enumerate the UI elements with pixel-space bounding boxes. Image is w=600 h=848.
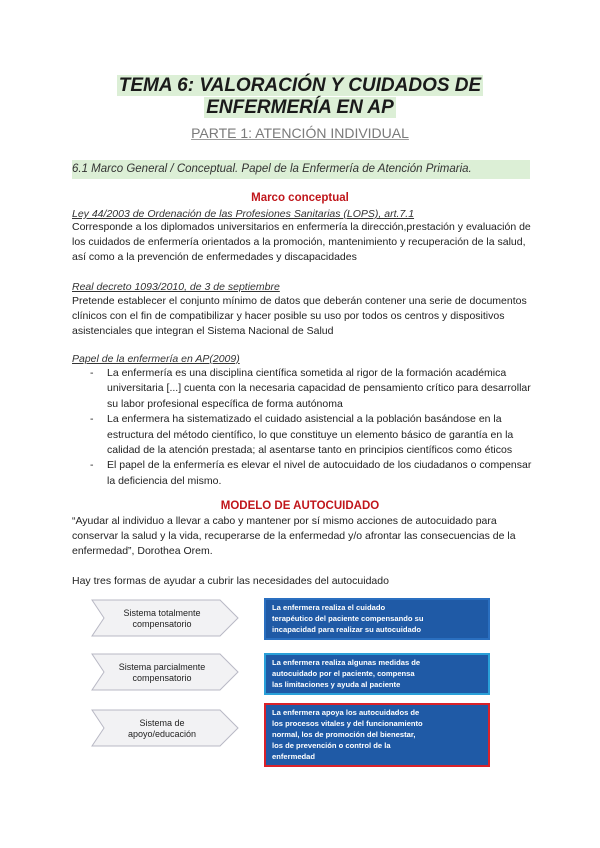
law-2-text: Pretende establecer el conjunto mínimo de datos que deberán contener una serie de documentos clínicos con el fin de compatibilizar y hacer posible su uso por todos os centros y dispositivos asistenciales que integran el Sistema Nacional de Salud bbox=[72, 295, 527, 338]
box-text-1c: incapacidad para realizar su autocuidado bbox=[272, 625, 421, 634]
box-text-3a: La enfermera apoya los autocuidados de bbox=[272, 708, 420, 717]
arrow-label-1b: compensatorio bbox=[132, 619, 192, 629]
law-1-heading: Ley 44/2003 de Ordenación de las Profesiones Sanitarias (LOPS), art.7.1 bbox=[72, 208, 415, 220]
autocuidado-diagram bbox=[88, 594, 498, 772]
box-text-1b: terapéutico del paciente compensando su bbox=[272, 614, 424, 623]
law-2-heading: Real decreto 1093/2010, de 3 de septiembre bbox=[72, 281, 280, 293]
title-line-2: ENFERMERÍA EN AP bbox=[206, 97, 394, 118]
modelo-autocuidado-heading: MODELO DE AUTOCUIDADO bbox=[220, 500, 380, 512]
box-text-2c: las limitaciones y ayuda al paciente bbox=[272, 680, 401, 689]
box-text-3d: los de prevención o control de la bbox=[272, 741, 391, 750]
box-text-2b: autocuidado por el paciente, compensa bbox=[272, 669, 415, 678]
arrow-shape-2 bbox=[92, 654, 238, 690]
arrow-label-2a: Sistema parcialmente bbox=[118, 662, 206, 672]
title-line-1: TEMA 6: VALORACIÓN Y CUIDADOS DE bbox=[118, 75, 482, 96]
arrow-shape-1 bbox=[92, 600, 238, 636]
arrow-label-1a: Sistema totalmente bbox=[123, 608, 201, 618]
marco-conceptual-heading: Marco conceptual bbox=[251, 192, 349, 204]
autocuidado-intro: Hay tres formas de ayudar a cubrir las necesidades del autocuidado bbox=[72, 575, 389, 587]
list-item: - La enfermería es una disciplina científica sometida al rigor de la formación académica universitaria [...] cuenta con la necesaria capacidad de pensamiento crítico para desarrollar su labor profesional específica de forma autónoma bbox=[90, 366, 535, 412]
law-1-text: Corresponde a los diplomados universitarios en enfermería la dirección,prestación y evaluación de los cuidados de enfermería orientados a la promoción, mantenimiento y recuperación de la salud, así como a la prevención de enfermedades y discapacidades bbox=[72, 221, 531, 264]
list-item: - La enfermera ha sistematizado el cuidado asistencial a la población basándose en la estructura del método científico, lo que constituye un elemento básico de garantía en la calidad de la atención prestada; al asentarse tanto en principios científicos como éticos bbox=[90, 412, 535, 458]
section-heading: 6.1 Marco General / Conceptual. Papel de la Enfermería de Atención Primaria. bbox=[72, 160, 530, 179]
orem-quote: “Ayudar al individuo a llevar a cabo y mantener por sí mismo acciones de autocuidado para conservar la salud y la vida, recuperarse de la enfermedad y/o afrontar las consecuencias de la enfermedad”, Dorothea Orem. bbox=[72, 515, 516, 558]
box-text-3c: normal, los de promoción del bienestar, bbox=[272, 730, 416, 739]
box-text-3e: enfermedad bbox=[272, 752, 316, 761]
arrow-shape-3 bbox=[92, 710, 238, 746]
papel-bullet-list bbox=[90, 366, 535, 489]
arrow-label-3b: apoyo/educación bbox=[127, 729, 197, 739]
list-item: - El papel de la enfermería es elevar el nivel de autocuidado de los ciudadanos o compensar la deficiencia del mismo. bbox=[90, 458, 535, 489]
papel-heading: Papel de la enfermería en AP(2009) bbox=[72, 353, 240, 365]
arrow-label-3a: Sistema de bbox=[139, 718, 185, 728]
arrow-label-2b: compensatorio bbox=[132, 673, 192, 683]
box-text-3b: los procesos vitales y del funcionamiento bbox=[272, 719, 423, 728]
box-text-2a: La enfermera realiza algunas medidas de bbox=[272, 658, 421, 667]
page-subtitle: PARTE 1: ATENCIÓN INDIVIDUAL bbox=[191, 125, 409, 141]
box-text-1a: La enfermera realiza el cuidado bbox=[272, 603, 386, 612]
